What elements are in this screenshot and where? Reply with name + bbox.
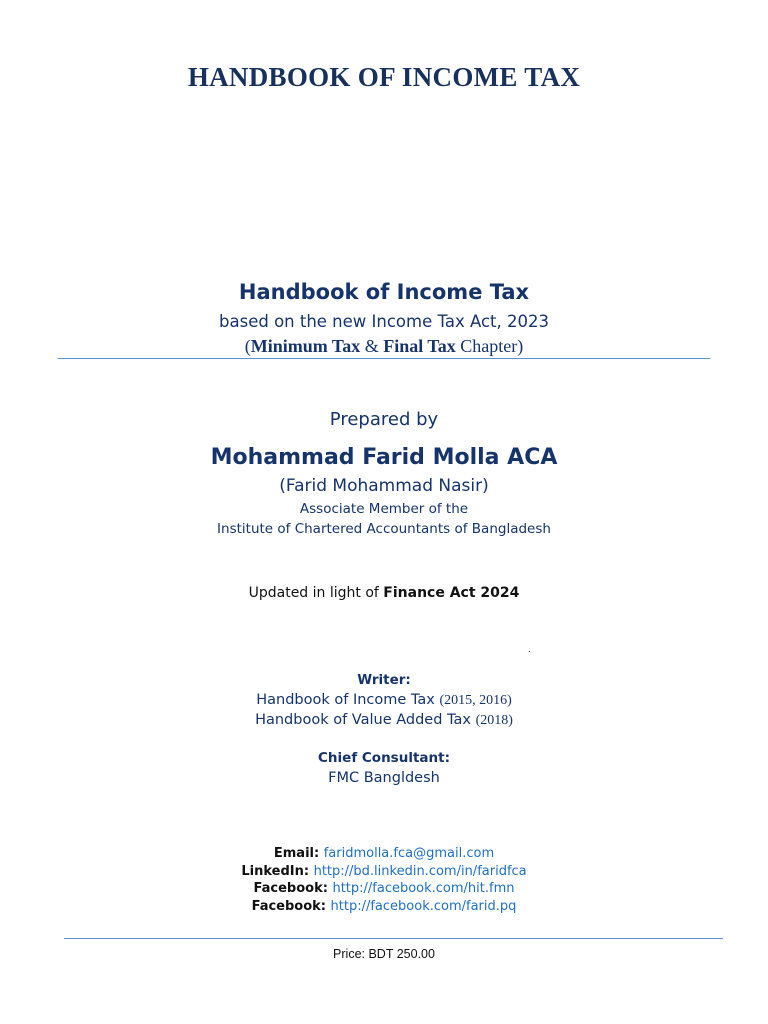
finance-act: Finance Act 2024 [383,585,520,601]
book-title: Handbook of Income Tax [238,280,530,304]
chapter-open: ( [244,336,251,356]
contact-email [0,846,768,861]
linkedin-link[interactable]: http://bd.linkedin.com/in/faridfca [313,864,527,879]
writer-item-years: (2015, 2016) [439,693,512,708]
chapter-final-tax: Final Tax [383,336,456,356]
book-chapter [0,336,768,357]
facebook-link-1[interactable]: http://facebook.com/hit.fmn [332,881,515,896]
writer-item [0,712,768,729]
consultant-name: FMC Bangldesh [328,770,440,786]
contact-facebook-2 [0,899,768,914]
author-alias: (Farid Mohammad Nasir) [279,476,489,496]
contact-label: Facebook: [251,899,331,914]
contact-label: Email: [273,846,324,861]
chapter-minimum-tax: Minimum Tax [250,336,361,356]
price-label: Price: BDT 250.00 [333,947,435,961]
chapter-amp: & [360,336,384,356]
writer-heading: Writer: [357,672,411,688]
membership-line-1: Associate Member of the [299,501,469,517]
contact-linkedin [0,864,768,879]
chapter-rest: Chapter) [455,336,524,356]
contact-facebook-1 [0,881,768,896]
update-note [0,585,768,601]
writer-item-years: (2018) [475,713,513,728]
book-subtitle: based on the new Income Tax Act, 2023 [219,312,549,331]
author-name: Mohammad Farid Molla ACA [210,445,558,470]
writer-item-title: Handbook of Income Tax [256,692,440,708]
document-title: HANDBOOK OF INCOME TAX [187,62,581,92]
facebook-link-2[interactable]: http://facebook.com/farid.pq [330,899,517,914]
email-link[interactable]: faridmolla.fca@gmail.com [323,846,495,861]
consultant-heading: Chief Consultant: [318,750,450,766]
divider-top [58,358,710,359]
divider-bottom [64,938,723,939]
writer-item [0,692,768,709]
contact-label: Facebook: [253,881,333,896]
prepared-by-label: Prepared by [329,409,439,430]
stray-dot: . [528,644,531,655]
contact-label: LinkedIn: [241,864,314,879]
writer-item-title: Handbook of Value Added Tax [255,712,476,728]
membership-line-2: Institute of Chartered Accountants of Bangladesh [217,521,551,537]
update-prefix: Updated in light of [248,585,384,601]
